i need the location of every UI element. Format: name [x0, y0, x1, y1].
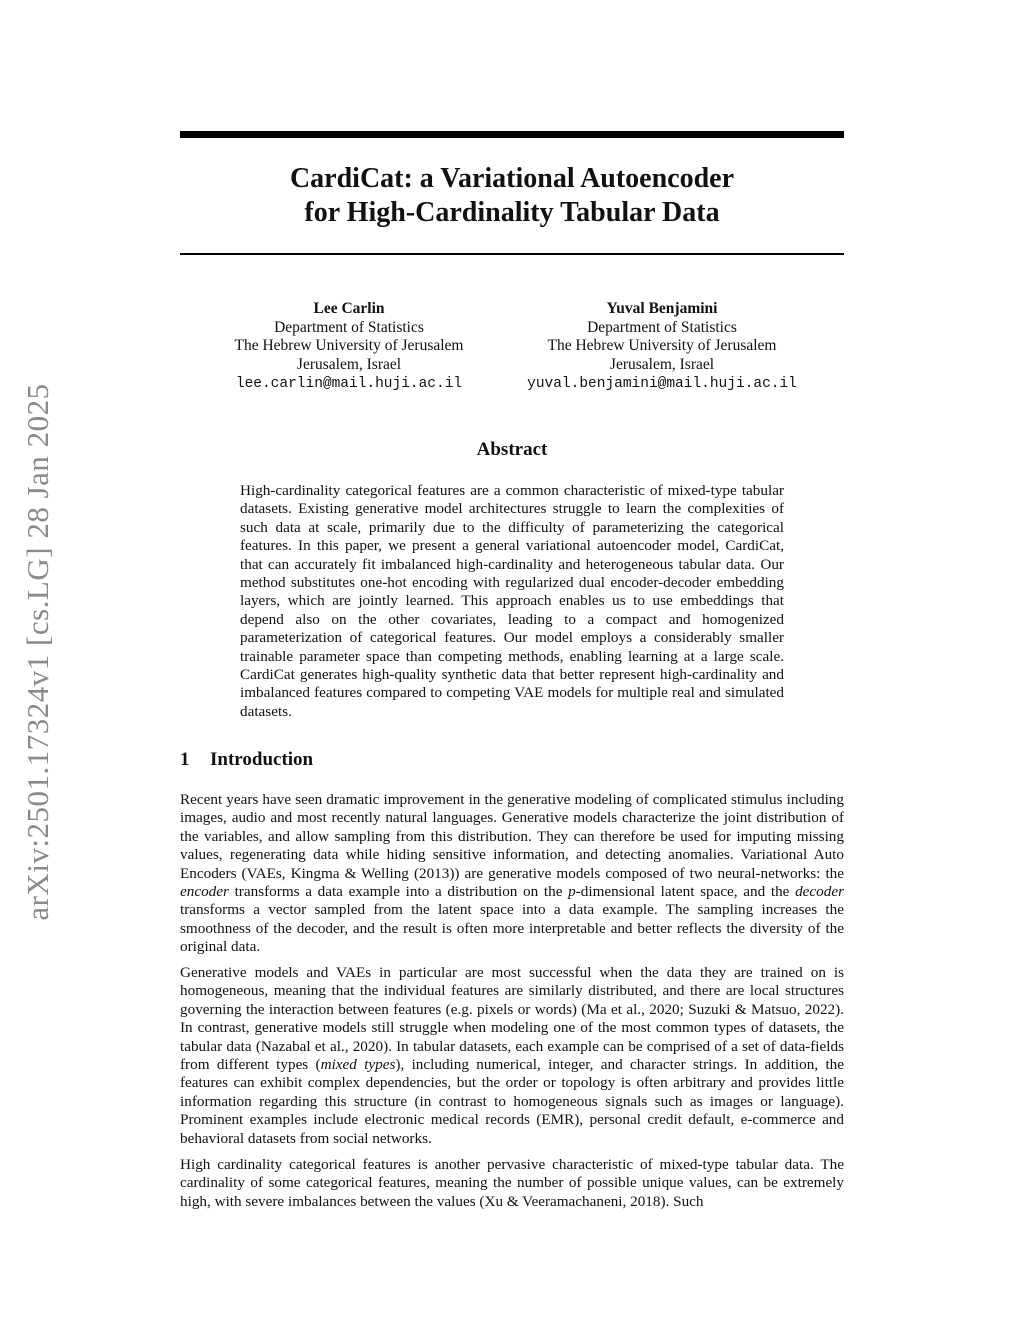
text-run: transforms a vector sampled from the latent space into a data example. The sampling increases the smoothness of the decoder, and the result is often more interpretable and better reflects the diversity of the original data. [180, 901, 844, 956]
text-run: ), including numerical, integer, and character strings. In addition, the features can exhibit complex dependencies, but the order or topology is often arbitrary and provides little information regarding this structure (in contrast to homogeneous signals such as images or language). Prominent examples include electronic medical records (EMR), personal credit default, e-commerce and behavioral datasets from social networks. [180, 1056, 844, 1147]
title-line-1: CardiCat: a Variational Autoencoder [289, 163, 735, 194]
term-encoder: encoder [180, 883, 229, 901]
title-bottom-rule [180, 253, 844, 255]
text-run: Recent years have seen dramatic improvement in the generative modeling of complicated stimulus including images, audio and most recently natural languages. Generative models characterize the joint distribution of the variables, and allow sampling from this distribution. They can therefore be used for imputing missing values, regenerating data while hiding sensitive information, and detecting anomalies. Variational Auto Encoders (VAEs, Kingma & Welling (2013)) are generative models composed of two neural-networks: the [180, 791, 844, 882]
abstract-text: High-cardinality categorical features are a common characteristic of mixed-type tabular datasets. Existing generative model architectures struggle to learn the complexities of such data at scale, primarily due to the difficulty of parameterizing the categorical features. In this paper, we present a general variational autoencoder model, CardiCat, that can accurately fit imbalanced high-cardinality and heterogeneous tabular data. Our method substitutes one-hot encoding with regularized dual encoder-decoder embedding layers, which are jointly learned. This approach enables us to use embeddings that depend also on the other covariates, leading to a compact and homogenized parameterization of categorical features. Our model employs a considerably smaller trainable parameter space than competing methods, enabling learning at a large scale. CardiCat generates high-quality synthetic data that better represent high-cardinality and imbalanced features compared to competing VAE models for multiple real and simulated datasets. [240, 482, 784, 720]
term-decoder: decoder [795, 883, 844, 901]
author-block-1 [184, 300, 514, 394]
author-email[interactable]: yuval.benjamini@mail.huji.ac.il [527, 376, 797, 392]
title-line-2: for High-Cardinality Tabular Data [304, 197, 720, 228]
author-location: Jerusalem, Israel [609, 355, 715, 373]
author-university: The Hebrew University of Jerusalem [234, 337, 464, 354]
author-email[interactable]: lee.carlin@mail.huji.ac.il [235, 376, 463, 392]
author-department: Department of Statistics [587, 318, 737, 336]
section-title: Introduction [210, 749, 314, 770]
intro-paragraph-1 [180, 791, 844, 957]
author-location: Jerusalem, Israel [296, 355, 402, 373]
intro-paragraph-3: High cardinality categorical features is another pervasive characteristic of mixed-type tabular data. The cardinality of some categorical features, meaning the number of possible unique values, can be extremely high, with severe imbalances between the values (Xu & Veeramachaneni, 2018). Such [180, 1156, 844, 1210]
title-top-rule [180, 131, 844, 138]
math-p: p [568, 883, 576, 901]
author-university: The Hebrew University of Jerusalem [547, 337, 777, 354]
arxiv-identifier: arXiv:2501.17324v1 [cs.LG] 28 Jan 2025 [20, 383, 55, 921]
text-run: transforms a data example into a distribution on the [228, 883, 569, 901]
paper-title [180, 162, 844, 230]
abstract-heading: Abstract [476, 439, 548, 460]
text-run: Generative models and VAEs in particular are most successful when the data they are trained on is homogeneous, meaning that the individual features are similarly distributed, and there are local structures governing the interaction between features (e.g. pixels or words) (Ma et al., 2020; Suzuki & Matsuo, 2022). In contrast, generative models still struggle when modeling one of the most common types of datasets, the tabular data (Nazabal et al., 2020). In tabular datasets, each example can be comprised of a set of data-fields from different types ( [180, 964, 844, 1074]
section-number: 1 [180, 749, 190, 770]
term-mixed-types: mixed types [320, 1056, 396, 1074]
section-heading [180, 749, 313, 771]
text-run: -dimensional latent space, and the [575, 883, 796, 901]
author-name: Yuval Benjamini [606, 300, 718, 317]
author-name: Lee Carlin [313, 300, 385, 317]
author-block-2 [497, 300, 827, 394]
intro-paragraph-2 [180, 964, 844, 1148]
arxiv-side-stamp [8, 362, 68, 942]
author-department: Department of Statistics [274, 318, 424, 336]
